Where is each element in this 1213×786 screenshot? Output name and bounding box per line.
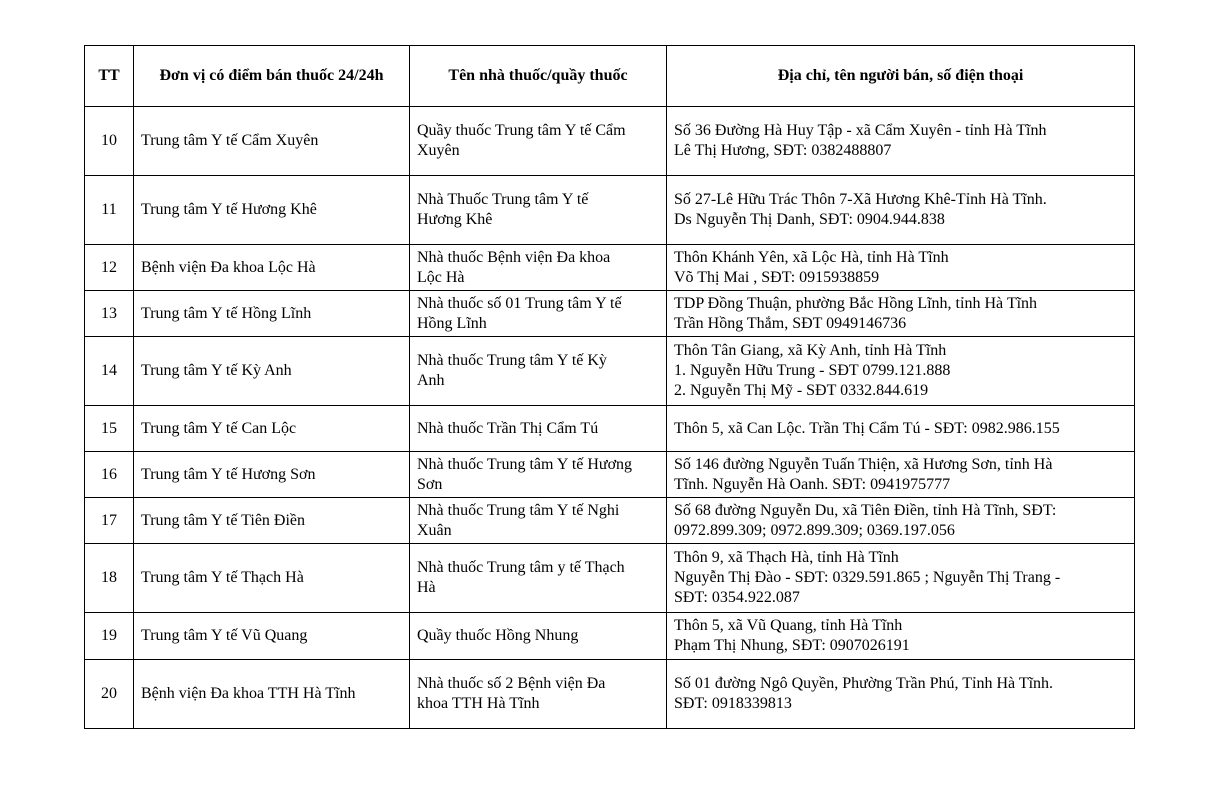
address-line: 1. Nguyễn Hữu Trung - SĐT 0799.121.888 [674,362,951,379]
header-unit: Đơn vị có điểm bán thuốc 24/24h [134,46,410,107]
pharmacy-line: Hồng Lĩnh [417,314,487,332]
address-line: Thôn 5, xã Vũ Quang, tỉnh Hà Tĩnh [674,617,903,634]
address-line: Thôn 5, xã Can Lộc. Trần Thị Cẩm Tú - SĐT: 0982.986.155 [674,419,1060,437]
pharmacy-line: Nhà Thuốc Trung tâm Y tế [417,191,589,208]
unit-name: Trung tâm Y tế Thạch Hà [134,544,410,613]
address-info [667,337,1135,406]
table-row [85,245,1135,291]
table-row [85,406,1135,452]
pharmacy-line: Nhà thuốc Trần Thị Cẩm Tú [417,419,599,437]
unit-name: Bệnh viện Đa khoa TTH Hà Tĩnh [134,660,410,729]
unit-name: Trung tâm Y tế Hương Khê [134,176,410,245]
pharmacy-line: Quầy thuốc Hồng Nhung [417,627,579,644]
address-line: Thôn Tân Giang, xã Kỳ Anh, tỉnh Hà Tĩnh [674,342,947,359]
address-info [667,176,1135,245]
table-row [85,337,1135,406]
pharmacy-line: Nhà thuốc Trung tâm Y tế Kỳ [417,352,607,369]
pharmacy-name [410,406,667,452]
address-info [667,452,1135,498]
table-row [85,107,1135,176]
address-info [667,291,1135,337]
pharmacy-name [410,176,667,245]
address-line: SĐT: 0918339813 [674,695,792,712]
pharmacy-line: Nhà thuốc Trung tâm Y tế Hương [417,455,633,473]
address-line: Thôn 9, xã Thạch Hà, tỉnh Hà Tĩnh [674,549,899,566]
address-line: Số 36 Đường Hà Huy Tập - xã Cẩm Xuyên - tỉnh Hà Tĩnh [674,122,1047,139]
address-info [667,613,1135,660]
address-line: Nguyễn Thị Đào - SĐT: 0329.591.865 ; Nguyễn Thị Trang - [674,569,1061,586]
address-info [667,245,1135,291]
row-number: 13 [85,291,134,337]
unit-name: Trung tâm Y tế Vũ Quang [134,613,410,660]
unit-name: Trung tâm Y tế Kỳ Anh [134,337,410,406]
address-line: Số 146 đường Nguyễn Tuấn Thiện, xã Hương Sơn, tỉnh Hà [674,455,1053,473]
pharmacy-name [410,498,667,544]
table-row [85,452,1135,498]
row-number: 18 [85,544,134,613]
address-line: Phạm Thị Nhung, SĐT: 0907026191 [674,637,910,654]
address-line: Võ Thị Mai , SĐT: 0915938859 [674,268,880,286]
address-info [667,107,1135,176]
address-line: Số 68 đường Nguyễn Du, xã Tiên Điền, tỉnh Hà Tĩnh, SĐT: [674,501,1057,519]
address-line: Trần Hồng Thắm, SĐT 0949146736 [674,314,907,332]
table-header-row [85,46,1135,107]
row-number: 15 [85,406,134,452]
pharmacy-line: Nhà thuốc số 2 Bệnh viện Đa [417,675,606,692]
pharmacy-line: Nhà thuốc Bệnh viện Đa khoa [417,248,611,266]
row-number: 17 [85,498,134,544]
table-row [85,613,1135,660]
address-line: Lê Thị Hương, SĐT: 0382488807 [674,142,892,159]
table-body [85,107,1135,729]
row-number: 20 [85,660,134,729]
pharmacy-line: Nhà thuốc số 01 Trung tâm Y tế [417,294,622,312]
pharmacy-line: Quầy thuốc Trung tâm Y tế Cẩm [417,122,626,139]
pharmacy-line: Nhà thuốc Trung tâm Y tế Nghi [417,501,620,519]
pharmacy-line: Hà [417,579,436,596]
row-number: 14 [85,337,134,406]
unit-name: Trung tâm Y tế Hồng Lĩnh [134,291,410,337]
pharmacy-line: Nhà thuốc Trung tâm y tế Thạch [417,559,625,576]
address-info [667,660,1135,729]
pharmacy-name [410,245,667,291]
table-row [85,176,1135,245]
pharmacy-name [410,107,667,176]
pharmacy-line: Hương Khê [417,211,493,228]
address-line: Số 01 đường Ngô Quyền, Phường Trần Phú, Tỉnh Hà Tĩnh. [674,675,1054,692]
row-number: 19 [85,613,134,660]
pharmacy-name [410,660,667,729]
address-info [667,498,1135,544]
pharmacy-name [410,337,667,406]
table-row [85,291,1135,337]
pharmacy-line: Sơn [417,475,443,493]
pharmacy-name [410,544,667,613]
pharmacy-line: Lộc Hà [417,268,465,286]
row-number: 16 [85,452,134,498]
unit-name: Trung tâm Y tế Cẩm Xuyên [134,107,410,176]
address-line: Số 27-Lê Hữu Trác Thôn 7-Xã Hương Khê-Tỉnh Hà Tĩnh. [674,191,1047,208]
table-row [85,660,1135,729]
address-line: SĐT: 0354.922.087 [674,589,800,606]
address-info [667,406,1135,452]
address-line: 2. Nguyễn Thị Mỹ - SĐT 0332.844.619 [674,382,929,399]
row-number: 11 [85,176,134,245]
header-tt: TT [85,46,134,107]
unit-name: Trung tâm Y tế Tiên Điền [134,498,410,544]
unit-name: Trung tâm Y tế Can Lộc [134,406,410,452]
table-row [85,544,1135,613]
pharmacy-line: khoa TTH Hà Tĩnh [417,695,540,712]
header-pharmacy: Tên nhà thuốc/quầy thuốc [410,46,667,107]
address-line: Tĩnh. Nguyễn Hà Oanh. SĐT: 0941975777 [674,475,951,493]
pharmacy-line: Anh [417,372,445,389]
pharmacy-name [410,452,667,498]
row-number: 12 [85,245,134,291]
pharmacy-line: Xuyên [417,142,460,159]
address-info [667,544,1135,613]
address-line: Thôn Khánh Yên, xã Lộc Hà, tỉnh Hà Tĩnh [674,248,949,266]
pharmacy-name [410,613,667,660]
unit-name: Trung tâm Y tế Hương Sơn [134,452,410,498]
unit-name: Bệnh viện Đa khoa Lộc Hà [134,245,410,291]
pharmacy-line: Xuân [417,521,452,539]
address-line: Ds Nguyễn Thị Danh, SĐT: 0904.944.838 [674,211,945,228]
table-row [85,498,1135,544]
header-address: Địa chỉ, tên người bán, số điện thoại [667,46,1135,107]
pharmacy-table [84,45,1135,729]
row-number: 10 [85,107,134,176]
address-line: TDP Đồng Thuận, phường Bắc Hồng Lĩnh, tỉnh Hà Tĩnh [674,294,1038,312]
address-line: 0972.899.309; 0972.899.309; 0369.197.056 [674,521,955,539]
pharmacy-name [410,291,667,337]
